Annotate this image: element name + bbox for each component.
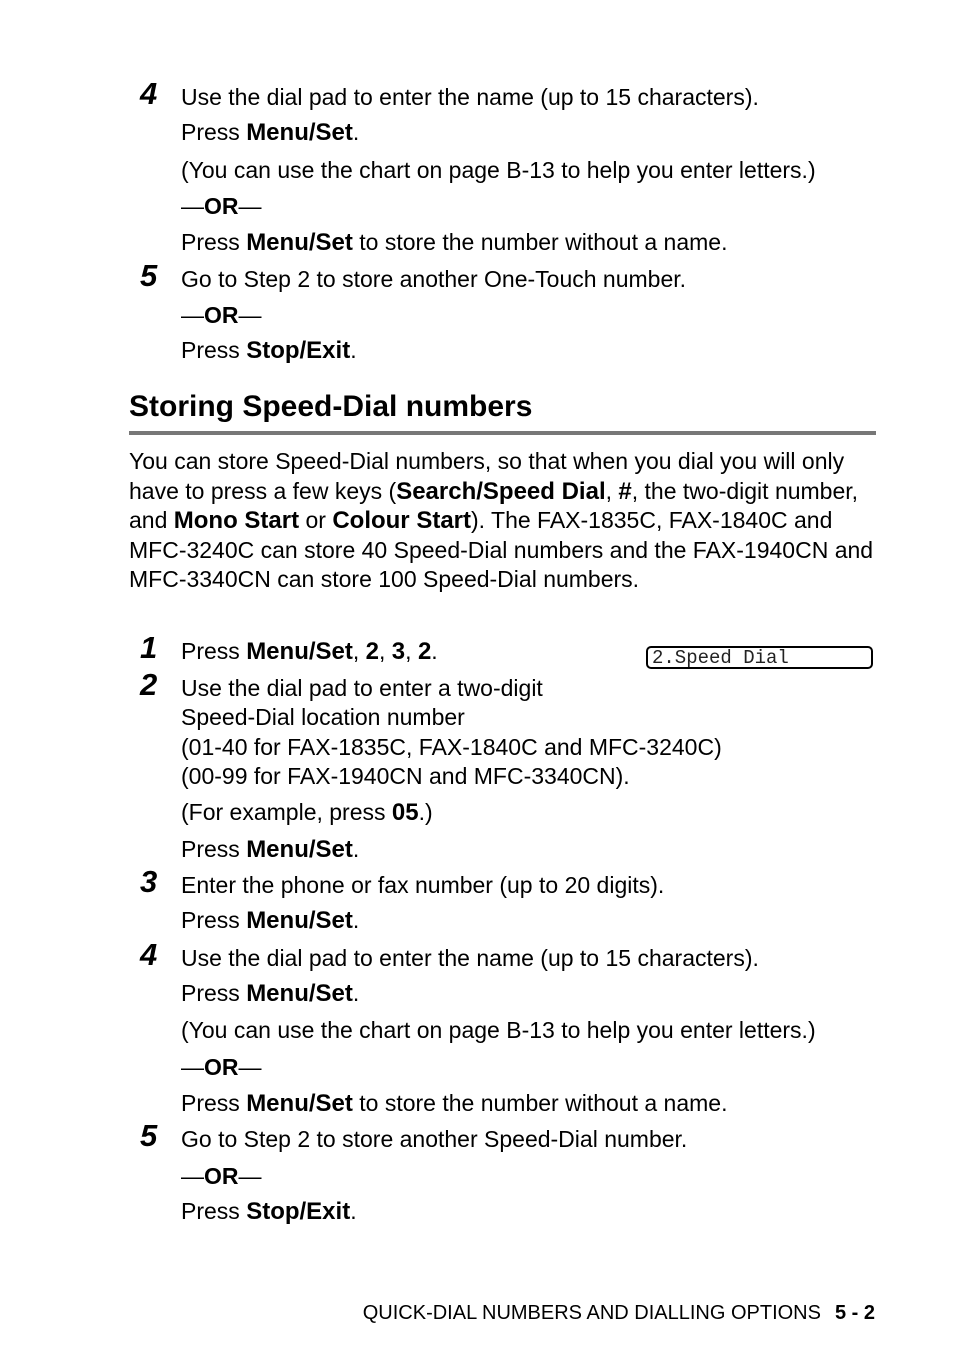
intro-text: You can store Speed-Dial numbers, so that when you dial you will only have to press a few keys ( xyxy=(129,448,845,504)
step-text: Use the dial pad to enter the name (up to 15 characters). xyxy=(181,945,759,971)
period: . xyxy=(352,836,360,862)
step-number: 2 xyxy=(140,667,158,702)
press-text: Press xyxy=(181,836,240,862)
chapter-title: QUICK-DIAL NUMBERS AND DIALLING OPTIONS xyxy=(362,1302,821,1324)
dash: — xyxy=(238,302,262,328)
period: . xyxy=(431,638,438,664)
press-text: Press xyxy=(181,337,240,363)
step-text: Speed-Dial location number xyxy=(181,704,465,730)
press-text: Press xyxy=(181,119,240,145)
step-instruction xyxy=(181,982,359,1006)
intro-text: ). The FAX-1835C, FAX-1840C and MFC-3240C can store 40 Speed-Dial numbers and the FAX-1940CN and MFC-3340CN can store 100 Speed-Dial numbers. xyxy=(129,507,874,593)
step-instruction xyxy=(181,909,359,933)
key-3: 3 xyxy=(391,638,406,665)
intro-text: or xyxy=(299,507,333,534)
or-separator xyxy=(181,1165,262,1188)
page-footer xyxy=(363,1302,875,1325)
separator: , xyxy=(379,638,392,664)
or-label: OR xyxy=(204,193,239,219)
separator: , xyxy=(352,638,366,664)
press-text: Press xyxy=(181,638,240,664)
step-text: (00-99 for FAX-1940CN and MFC-3340CN). xyxy=(181,763,630,789)
menu-set-key: Menu/Set xyxy=(246,638,353,665)
dash: — xyxy=(238,1054,262,1080)
stop-exit-key: Stop/Exit xyxy=(246,337,351,364)
menu-set-key: Menu/Set xyxy=(246,119,353,146)
step-number: 5 xyxy=(140,258,158,293)
section-heading: Storing Speed-Dial numbers xyxy=(129,390,533,423)
key-2: 2 xyxy=(417,638,432,665)
dash: — xyxy=(181,302,204,328)
stop-exit-key: Stop/Exit xyxy=(246,1198,351,1225)
step-instruction xyxy=(181,121,359,145)
alt-rest: to store the number without a name. xyxy=(352,229,728,255)
step-text: Use the dial pad to enter a two-digit xyxy=(181,675,543,701)
page-number: 5 - 2 xyxy=(834,1302,875,1324)
lcd-display xyxy=(646,646,873,669)
heading-rule xyxy=(129,431,876,435)
dash: — xyxy=(181,1054,204,1080)
menu-set-key: Menu/Set xyxy=(246,229,353,256)
example-text: (For example, press xyxy=(181,799,392,825)
dash: — xyxy=(181,1163,204,1189)
step-instruction xyxy=(181,1200,357,1224)
period: . xyxy=(352,907,360,933)
step-text: Use the dial pad to enter the name (up to 15 characters). xyxy=(181,84,759,110)
menu-set-key: Menu/Set xyxy=(246,836,353,863)
search-speed-dial-key: Search/Speed Dial xyxy=(396,477,606,505)
or-label: OR xyxy=(204,1054,239,1080)
example-text: .) xyxy=(418,799,433,825)
dash: — xyxy=(238,1163,262,1189)
press-text: Press xyxy=(181,1090,240,1116)
step-example xyxy=(181,801,433,825)
hash-key: # xyxy=(618,477,632,505)
press-text: Press xyxy=(181,1198,240,1224)
intro-text: , the two-digit number, and xyxy=(129,477,859,534)
colour-start-key: Colour Start xyxy=(332,507,471,535)
step-instruction xyxy=(181,339,357,363)
separator: , xyxy=(405,638,418,664)
intro-text: , xyxy=(605,477,619,504)
period: . xyxy=(350,1198,357,1224)
intro-paragraph xyxy=(129,447,889,595)
step-number: 5 xyxy=(140,1118,158,1153)
key-2: 2 xyxy=(365,638,380,665)
press-text: Press xyxy=(181,229,240,255)
or-separator xyxy=(181,1056,262,1079)
menu-set-key: Menu/Set xyxy=(246,1090,353,1117)
alt-rest: to store the number without a name. xyxy=(352,1090,728,1116)
period: . xyxy=(350,337,357,363)
step-note: (You can use the chart on page B-13 to help you enter letters.) xyxy=(181,157,816,183)
step-text: (01-40 for FAX-1835C, FAX-1840C and MFC-3240C) xyxy=(181,734,722,760)
period: . xyxy=(352,119,360,145)
menu-set-key: Menu/Set xyxy=(246,980,353,1007)
step-text: Go to Step 2 to store another Speed-Dial number. xyxy=(181,1126,688,1152)
or-label: OR xyxy=(204,1163,239,1189)
step-note: (You can use the chart on page B-13 to help you enter letters.) xyxy=(181,1017,816,1043)
period: . xyxy=(352,980,360,1006)
step-number: 4 xyxy=(140,76,158,111)
step-text: Enter the phone or fax number (up to 20 digits). xyxy=(181,872,665,898)
step-instruction xyxy=(181,640,438,664)
lcd-text: 2.Speed Dial xyxy=(652,647,789,669)
step-number: 3 xyxy=(140,864,158,899)
step-number: 4 xyxy=(140,937,158,972)
step-text: Go to Step 2 to store another One-Touch number. xyxy=(181,266,687,292)
or-separator xyxy=(181,195,262,218)
mono-start-key: Mono Start xyxy=(173,507,300,535)
dash: — xyxy=(181,193,204,219)
step-alternative xyxy=(181,1092,727,1116)
step-instruction xyxy=(181,838,359,862)
press-text: Press xyxy=(181,980,240,1006)
key-05: 05 xyxy=(391,799,419,826)
menu-set-key: Menu/Set xyxy=(246,907,353,934)
step-number: 1 xyxy=(140,630,158,665)
press-text: Press xyxy=(181,907,240,933)
or-separator xyxy=(181,304,262,327)
or-label: OR xyxy=(204,302,239,328)
step-alternative xyxy=(181,231,727,255)
dash: — xyxy=(238,193,262,219)
